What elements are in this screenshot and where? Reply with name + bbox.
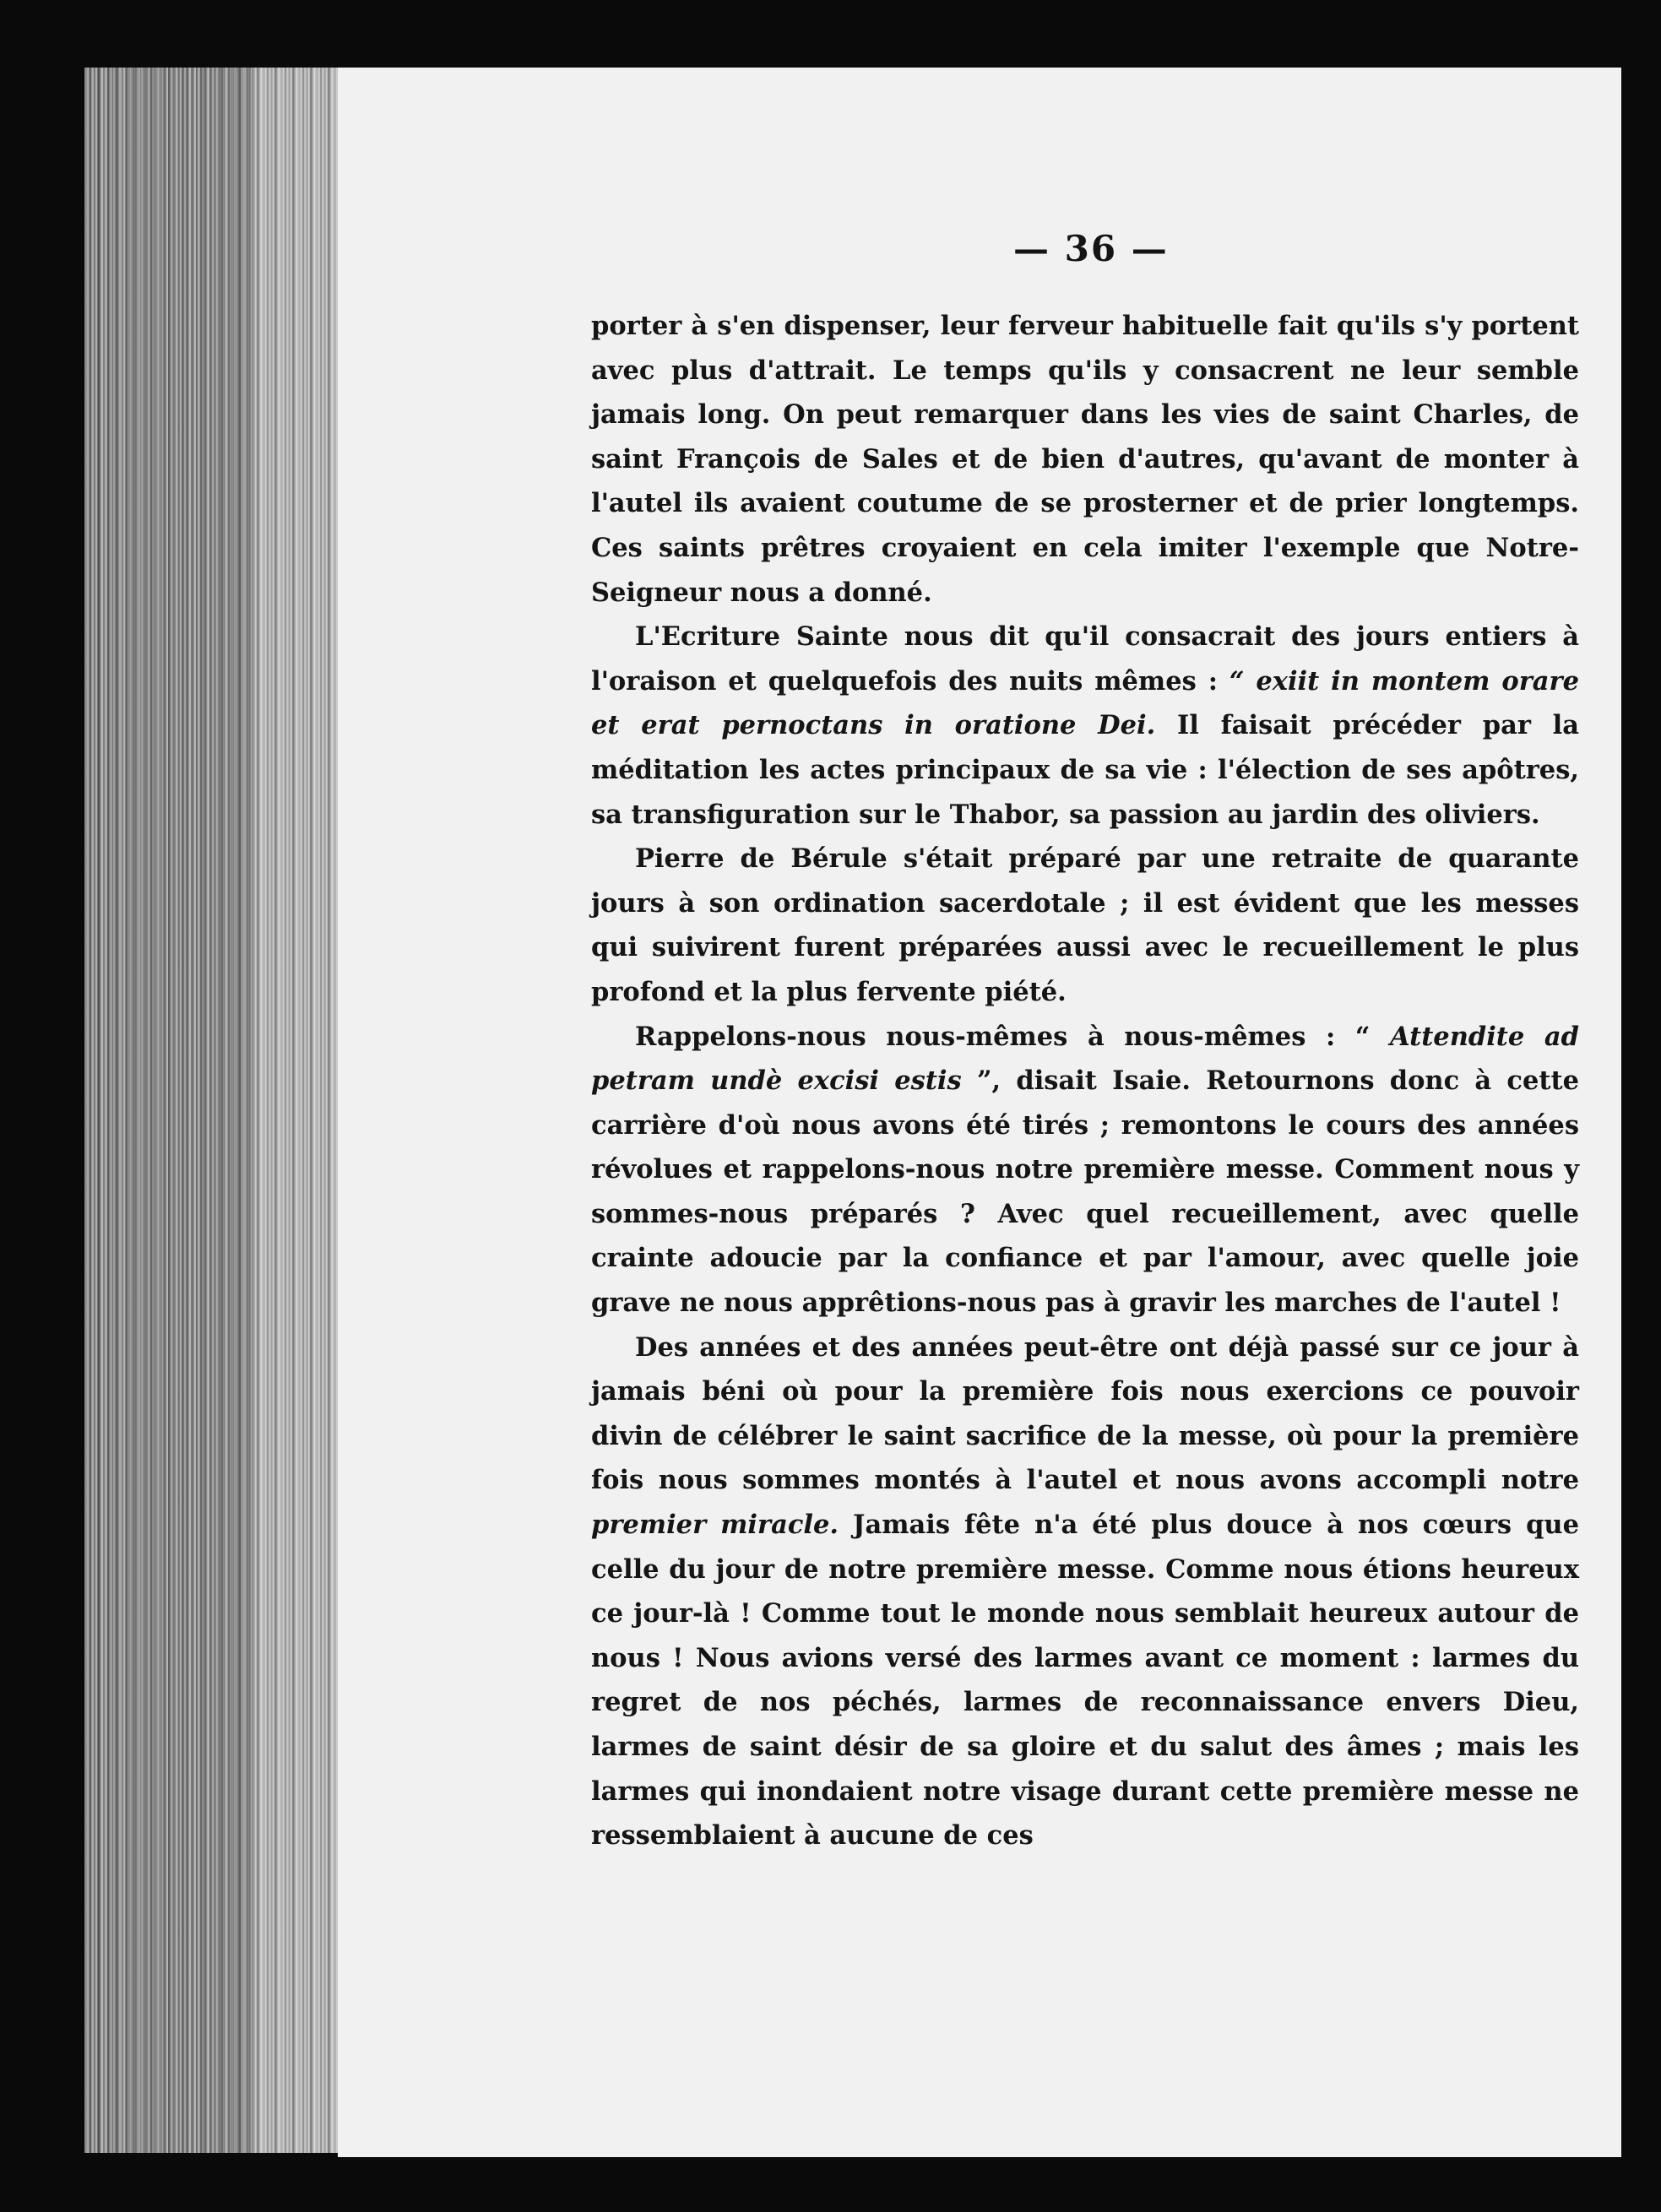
paragraph-4 (591, 1015, 1579, 1326)
paragraph-4-text-before: Rappelons-nous nous-mêmes à nous-mêmes : “ (635, 1021, 1390, 1052)
paragraph-5-italic-phrase: premier miracle. (591, 1510, 839, 1541)
paragraph-2 (591, 615, 1579, 837)
page-number: — 36 — (1013, 228, 1169, 269)
paragraph-2-text-before: L'Ecriture Sainte nous dit qu'il consacrait des jours entiers à l'oraison et quelquefois des nuits mêmes : (591, 621, 1579, 697)
paragraph-3: Pierre de Bérule s'était préparé par une retraite de quarante jours à son ordination sacerdotale ; il est évident que les messes qui suivirent furent préparées aussi avec le recueillement le plus profond et la plus fervente piété. (591, 843, 1579, 1007)
paragraph-5 (591, 1326, 1579, 1858)
paragraph-2-latin-quote: “ exiit in montem orare et erat pernoctans in oratione Dei. (591, 665, 1579, 741)
body-text (591, 304, 1579, 1858)
binding-shadow (84, 68, 253, 2153)
paragraph-5-text-after: Jamais fête n'a été plus douce à nos cœurs que celle du jour de notre première messe. Comme nous étions heureux ce jour-là ! Comme tout le monde nous semblait heureux autour de nous ! Nous avions versé des larmes avant ce moment : larmes du regret de nos péchés, larmes de reconnaissance envers Dieu, larmes de saint désir de sa gloire et du salut des âmes ; mais les larmes qui inondaient notre visage durant cette première messe ne ressemblaient à aucune de ces (591, 1510, 1579, 1851)
paragraph-1: porter à s'en dispenser, leur ferveur habituelle fait qu'ils s'y portent avec plus d'attrait. Le temps qu'ils y consacrent ne leur semble jamais long. On peut remarquer dans les vies de saint Charles, de saint François de Sales et de bien d'autres, qu'avant de monter à l'autel ils avaient coutume de se prosterner et de prier longtemps. Ces saints prêtres croyaient en cela imiter l'exemple que Notre-Seigneur nous a donné. (591, 311, 1579, 608)
paragraph-2-text-after: Il faisait précéder par la méditation les actes principaux de sa vie : l'élection de ses apôtres, sa transfiguration sur le Thabor, sa passion au jardin des oliviers. (591, 710, 1580, 830)
paragraph-4-latin-quote: Attendite ad petram undè excisi estis (591, 1021, 1579, 1097)
paragraph-5-text-before: Des années et des années peut-être ont déjà passé sur ce jour à jamais béni où pour la première fois nous exercions ce pouvoir divin de célébrer le saint sacrifice de la messe, où pour la première fois nous sommes montés à l'autel et nous avons accompli notre (591, 1331, 1579, 1496)
paragraph-4-text-after: ”, disait Isaie. Retournons donc à cette carrière d'où nous avons été tirés ; remontons le cours des années révolues et rappelons-nous notre première messe. Comment nous y sommes-nous préparés ? Avec quel recueillement, avec quelle crainte adoucie par la confiance et par l'amour, avec quelle joie grave ne nous apprêtions-nous pas à gravir les marches de l'autel ! (591, 1065, 1579, 1319)
